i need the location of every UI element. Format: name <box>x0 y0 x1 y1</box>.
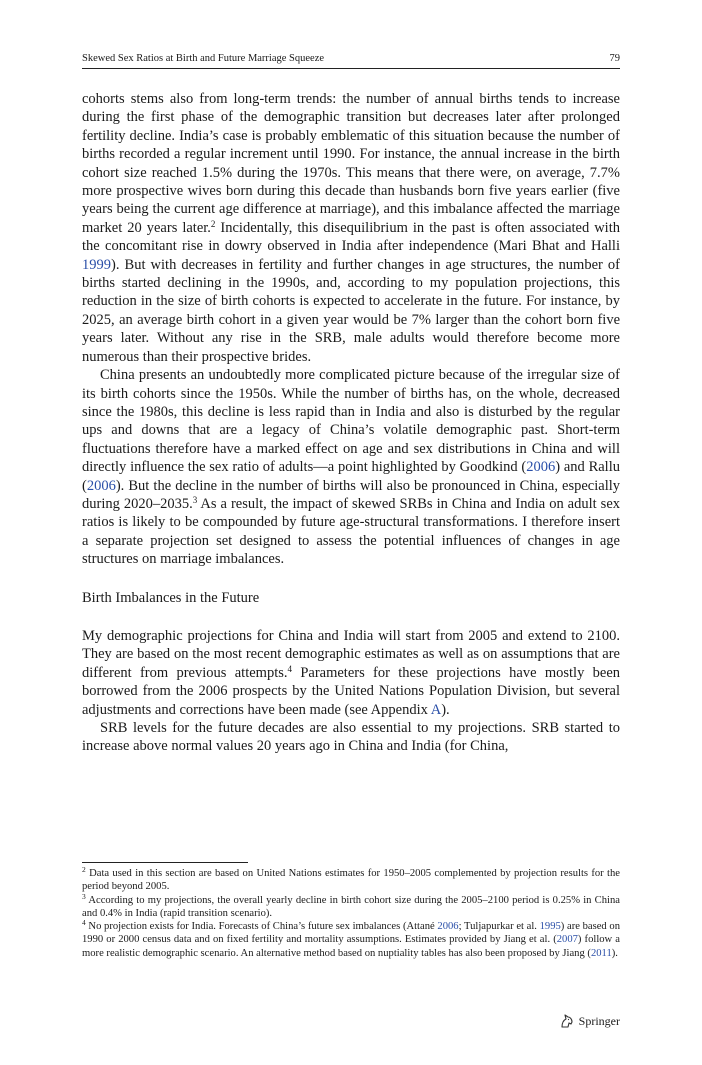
footnote-text: ; Tuljapurkar et al. <box>458 921 540 933</box>
running-title: Skewed Sex Ratios at Birth and Future Marriage Squeeze <box>82 53 325 64</box>
footnote-text: ). <box>611 947 618 959</box>
footnote-marker-2[interactable]: 2 <box>210 218 216 229</box>
section-heading: Birth Imbalances in the Future <box>82 589 260 606</box>
paragraph-3 <box>82 627 620 719</box>
main-text <box>82 90 620 756</box>
paragraph-1 <box>82 90 620 366</box>
text-run: SRB levels for the future decades are also essential to my projections. SRB started to increase above normal values 20 years ago in China and India (for China, <box>82 720 620 755</box>
footnote-marker-4[interactable]: 4 <box>287 663 292 674</box>
footnotes <box>82 862 620 960</box>
footnote-text: No projection exists for India. Forecasts of China’s future sex imbalances (Attané <box>85 921 438 933</box>
citation-link[interactable]: 2011 <box>590 947 612 959</box>
text-run: ). But the decline in the number of births will also be pronounced in China, especially during 2020–2035. <box>82 477 620 512</box>
footnote-number: 3 <box>82 891 86 901</box>
footnote-4 <box>82 920 620 960</box>
text-run: ) and Rallu ( <box>82 459 620 494</box>
footnote-3 <box>82 891 620 921</box>
footnote-number: 2 <box>82 865 86 874</box>
citation-link[interactable]: 1995 <box>539 921 561 933</box>
publisher-name: Springer <box>578 1014 620 1028</box>
text-run: My demographic projections for China and India will start from 2005 and extend to 2100. They are based on the most recent demographic estimates as well as on assumptions that are different from previous attempts. <box>82 627 620 681</box>
running-header <box>82 52 620 69</box>
text-run: ). But with decreases in fertility and further changes in age structures, the number of births started declining in the 1990s, and, according to my population projections, this reduction in the size of birth cohorts is expected to accelerate in the future. For instance, by 2025, an average birth cohort in a given year would be 7% larger than the cohort born five years later. Without any rise in the SRB, male adults would therefore become more numerous than their prospective brides. <box>82 256 620 365</box>
footnote-text: ) are based on 1990 or 2000 census data and on fixed fertility and mortality assumptions. Estimates provided by Jiang et al. ( <box>82 921 621 946</box>
citation-link[interactable]: 1999 <box>82 256 111 273</box>
paragraph-2 <box>82 366 620 568</box>
text-run: ). <box>441 701 450 718</box>
footnote-text: Data used in this section are based on United Nations estimates for 1950–2005 complemented by projection results for the period beyond 2005. <box>82 868 620 893</box>
text-run: Incidentally, this disequilibrium in the past is often associated with the concomitant rise in dowry observed in India after independence (Mari Bhat and Halli <box>82 219 620 255</box>
page-number: 79 <box>609 53 620 64</box>
citation-link[interactable]: 2006 <box>86 477 116 494</box>
paragraph-4 <box>82 719 620 756</box>
text-run: Parameters for these projections have mostly been borrowed from the 2006 prospects by the United Nations Population Division, but several adjustments and corrections have been made (see Appendix <box>82 664 621 718</box>
footnote-rule <box>82 862 248 863</box>
footnote-text: According to my projections, the overall yearly decline in birth cohort size during the 2005–2100 period is 0.25% in China and 0.4% in India (rapid transition scenario). <box>82 894 620 919</box>
citation-link[interactable]: 2006 <box>437 921 459 933</box>
appendix-link[interactable]: A <box>430 701 442 718</box>
footnote-number: 4 <box>82 918 86 928</box>
text-run: China presents an undoubtedly more complicated picture because of the irregular size of its birth cohorts since the 1950s. While the number of births has, on the whole, decreased since the 1980s, this decline is less rapid than in India and also is disturbed by the regular ups and downs that are a legacy of China’s volatile demographic past. Short-term fluctuations therefore have a marked effect on age and sex distributions in China and will directly influence the sex ratio of adults—a point highlighted by Goodkind ( <box>82 367 620 476</box>
citation-link[interactable]: 2006 <box>526 459 556 476</box>
citation-link[interactable]: 2007 <box>556 934 578 946</box>
footnote-2 <box>82 867 620 894</box>
springer-horse-icon <box>559 1013 575 1029</box>
text-run: As a result, the impact of skewed SRBs in China and India on adult sex ratios is likely to be compounded by future age-structural transformations. I therefore insert a separate projection set designed to assess the potential influences of changes in age structures on marriage imbalances. <box>82 495 621 568</box>
footnote-marker-3[interactable]: 3 <box>192 494 198 505</box>
text-run: cohorts stems also from long-term trends: the number of annual births tends to increase during the first phase of the demographic transition but decreases later after prolonged fertility decline. India’s case is probably emblematic of this situation because the number of births recorded a regular increment until 1990. For instance, the annual increase in the birth cohort size reached 1.5% during the 1970s. This means that there were, on average, 7.7% more prospective wives born during this decade than husbands born five years earlier (five years being the current age difference at marriage), and this imbalance affected the marriage market 20 years later. <box>82 91 620 236</box>
footnote-text: ) follow a more realistic demographic scenario. An alternative method based on nuptiality tables has also been proposed by Jiang ( <box>82 934 621 959</box>
publisher-logo <box>559 1013 620 1029</box>
